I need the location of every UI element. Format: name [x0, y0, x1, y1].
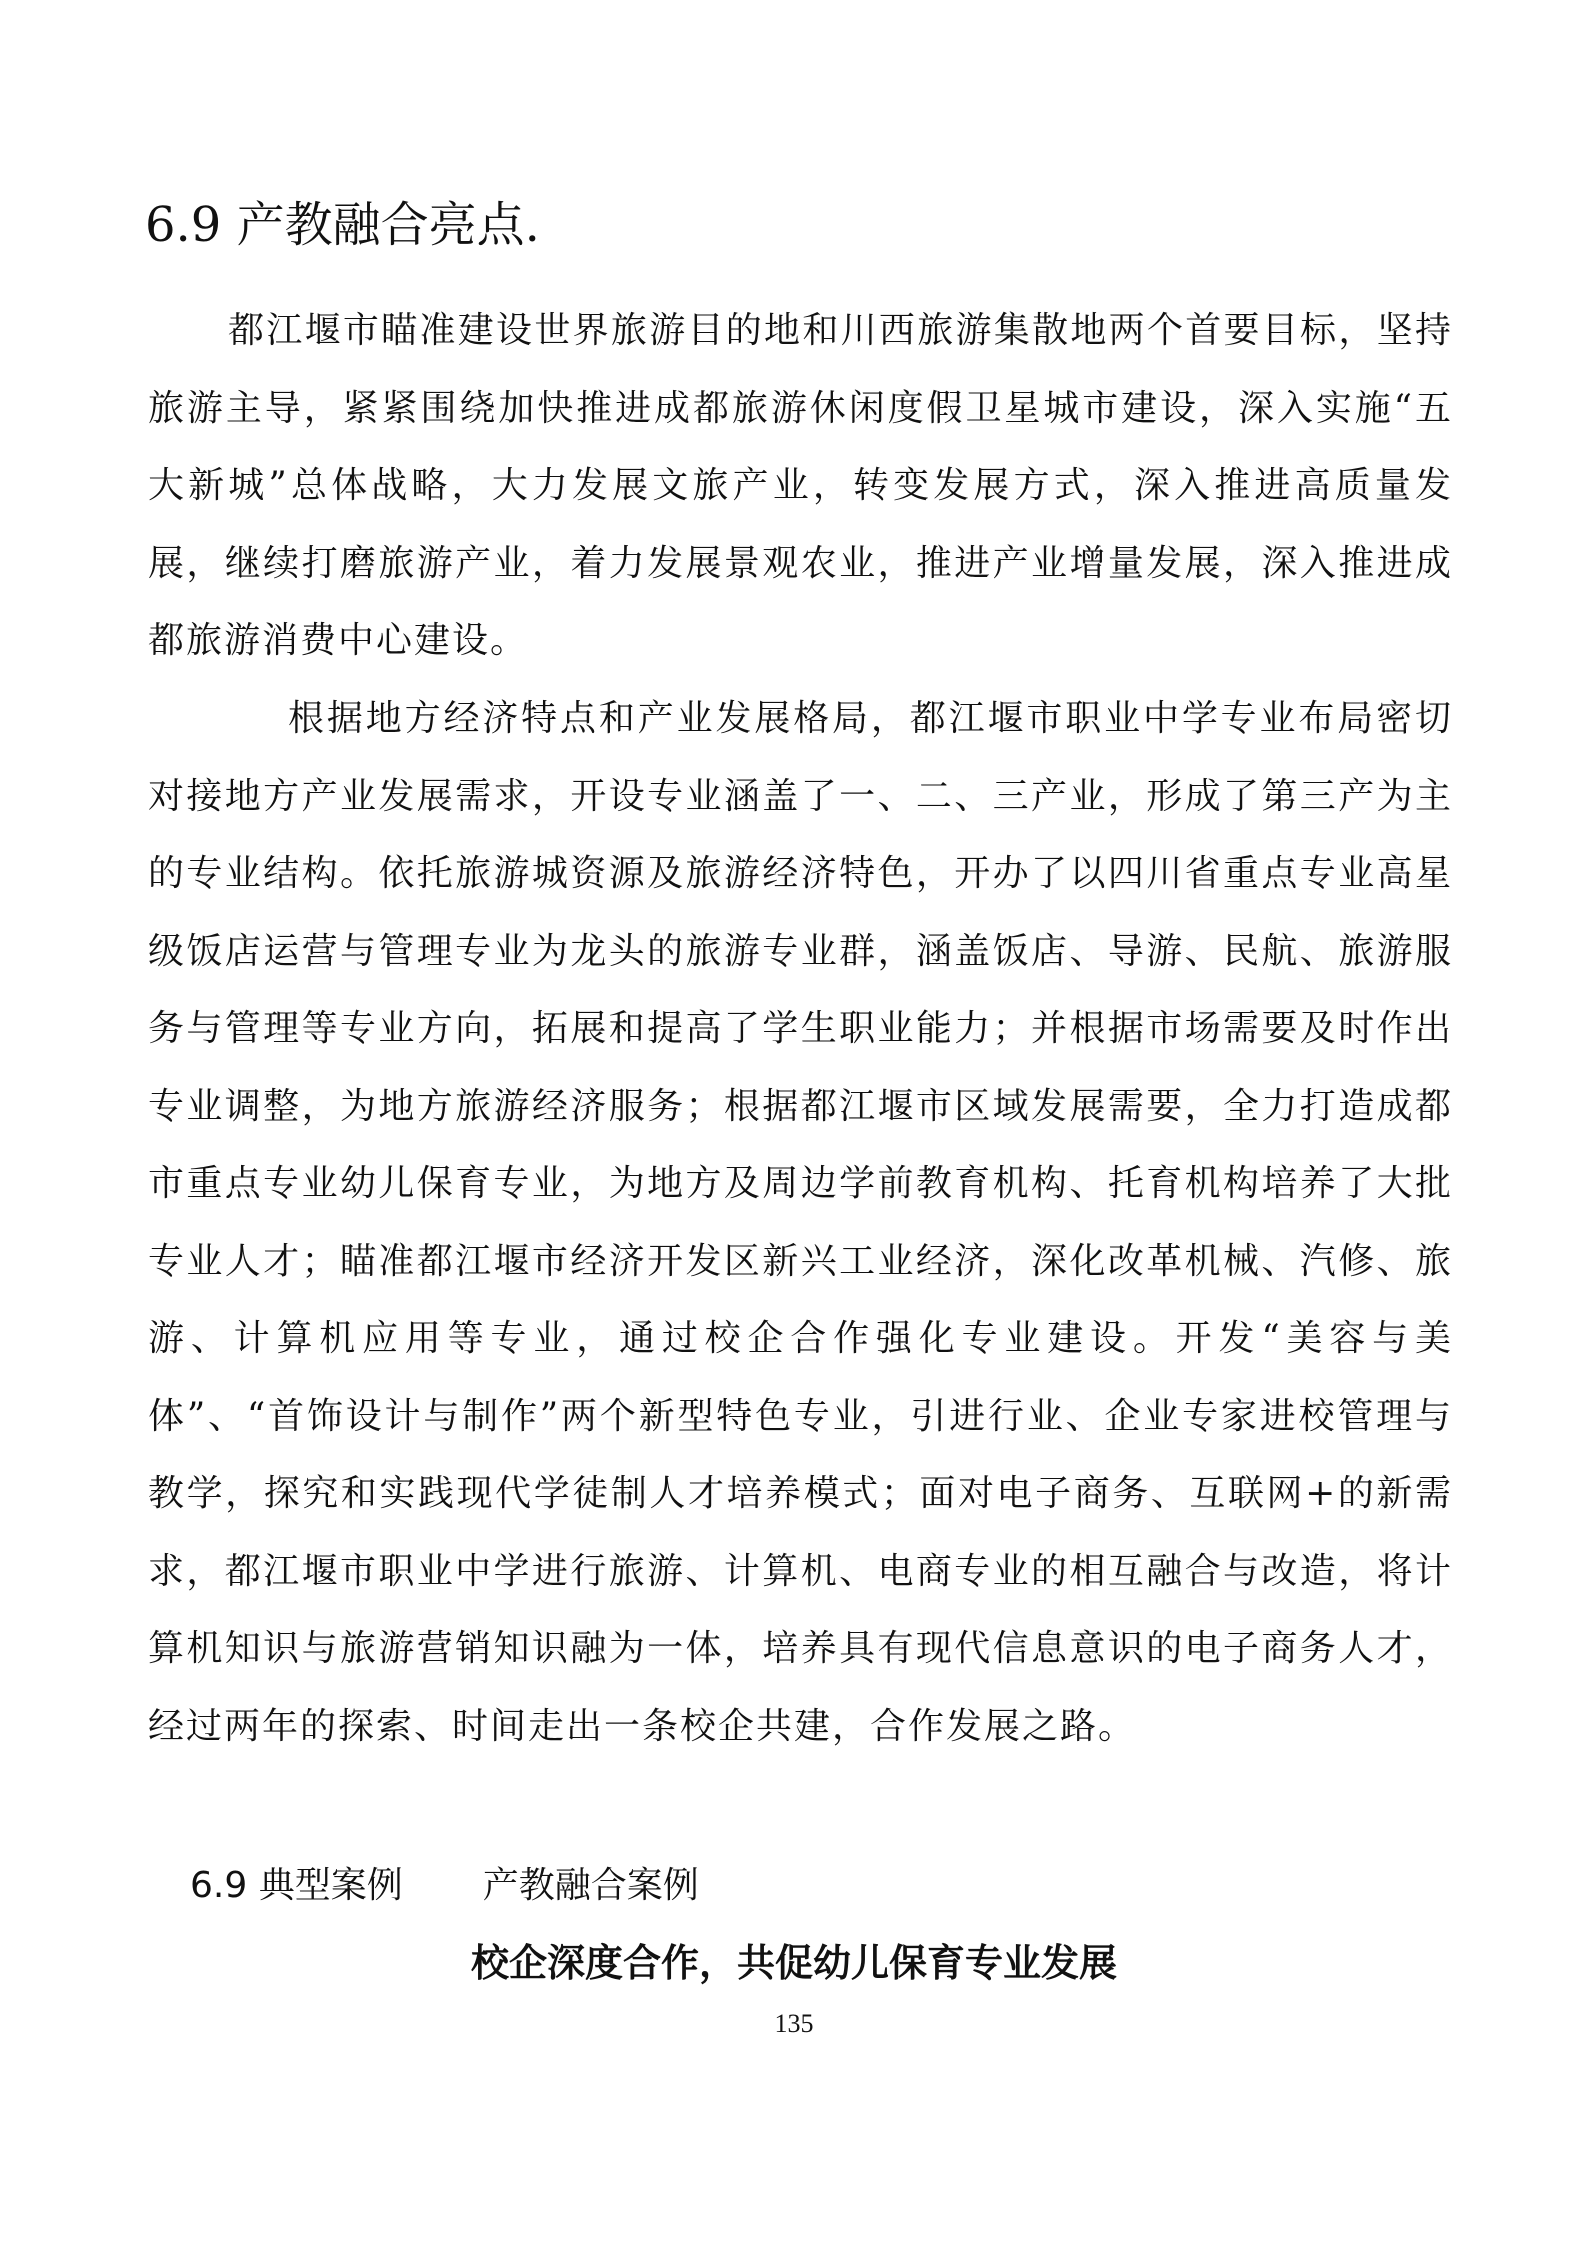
case-title: 校企深度合作，共促幼儿保育专业发展 [470, 1941, 1117, 1985]
body-paragraph-1: 都江堰市瞄准建设世界旅游目的地和川西旅游集散地两个首要目标，坚持旅游主导，紧紧围绕加快推进成都旅游休闲度假卫星城市建设，深入实施“五大新城”总体战略，大力发展文旅产业，转变发展方式，深入推进高质量发展，继续打磨旅游产业，着力发展景观农业，推进产业增量发展，深入推进成都旅游消费中心建设。 [148, 310, 1453, 661]
case-heading [190, 1856, 699, 1916]
page-number: 135 [774, 2009, 814, 2038]
section-heading: 6.9 产教融合亮点. [145, 197, 540, 253]
case-category-label: 产教融合案例 [482, 1865, 699, 1906]
body-paragraph-2: 根据地方经济特点和产业发展格局，都江堰市职业中学专业布局密切对接地方产业发展需求，开设专业涵盖了一、二、三产业，形成了第三产为主的专业结构。依托旅游城资源及旅游经济特色，开办了以四川省重点专业高星级饭店运营与管理专业为龙头的旅游专业群，涵盖饭店、导游、民航、旅游服务与管理等专业方向，拓展和提高了学生职业能力；并根据市场需要及时作出专业调整，为地方旅游经济服务；根据都江堰市区域发展需要，全力打造成都市重点专业幼儿保育专业，为地方及周边学前教育机构、托育机构培养了大批专业人才；瞄准都江堰市经济开发区新兴工业经济，深化改革机械、汽修、旅游、计算机应用等专业，通过校企合作强化专业建设。开发“美容与美体”、“首饰设计与制作”两个新型特色专业，引进行业、企业专家进校管理与教学，探究和实践现代学徒制人才培养模式；面对电子商务、互联网+的新需求，都江堰市职业中学进行旅游、计算机、电商专业的相互融合与改造，将计算机知识与旅游营销知识融为一体，培养具有现代信息意识的电子商务人才，经过两年的探索、时间走出一条校企共建，合作发展之路。 [148, 698, 1453, 1747]
case-number-label: 6.9 典型案例 [190, 1865, 403, 1906]
